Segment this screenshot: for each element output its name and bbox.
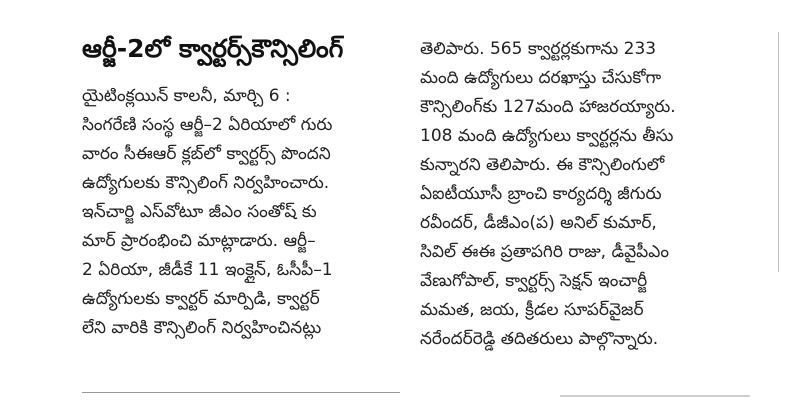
article-headline: ఆర్జీ-2లో క్వార్టర్స్‌కౌన్సిలింగ్ — [82, 34, 344, 63]
article-line: మమత, జయ, క్రీడల సూపర్‌వైజర్ — [420, 300, 644, 320]
bottom-divider — [560, 395, 750, 397]
article-line: లేని వారికి కౌన్సిలింగ్ నిర్వహించినట్లు — [82, 318, 322, 338]
article-line: మార్ ప్రారంభించి మాట్లాడారు. ఆర్జీ– — [82, 231, 316, 251]
article-right-column — [420, 35, 728, 354]
article-line: యైటింక్లయిన్ కాలనీ, మార్చి 6 : — [82, 86, 291, 106]
article-line: ఉద్యోగులకు క్వార్టర్ మార్పిడి, క్వార్టర్ — [82, 289, 320, 309]
article-line: ఇన్‌చార్జి ఎస్‌వోటూ జీఎం సంతోష్ కు — [82, 202, 317, 222]
article-line: సింగరేణి సంస్థ ఆర్జీ–2 ఏరియాలో గురు — [82, 115, 333, 135]
article-line: ఉద్యోగులకు కౌన్సిలింగ్ నిర్వహించారు. — [82, 173, 330, 193]
bottom-divider — [82, 392, 400, 393]
article-line: 108 మంది ఉద్యోగులు క్వార్టర్లను తీసు — [420, 126, 674, 146]
article-line: మంది ఉద్యోగులు దరఖాస్తు చేసుకోగా — [420, 68, 662, 88]
article-line: 2 ఏరియా, జీడీకే 11 ఇంక్లైన్, ఓసీపీ–1 — [82, 260, 333, 280]
article-line: నరేందర్‌రెడ్డి తదితరులు పాల్గొన్నారు. — [420, 329, 659, 349]
article-line: వేణుగోపాల్, క్వార్టర్స్ సెక్షన్ ఇంచార్జీ — [420, 271, 648, 291]
article-line: కున్నారని తెలిపారు. ఈ కౌన్సిలింగులో — [420, 155, 665, 175]
article-left-column — [82, 82, 402, 343]
article-line: ఏఐటీయూసీ బ్రాంచి కార్యదర్శి జీగురు — [420, 184, 662, 204]
article-line: రవీందర్, డీజీఎం(ప) అనిల్ కుమార్, — [420, 213, 657, 233]
article-line: సివిల్ ఈఈ ప్రతాపగిరి రాజు, డీవైపీఎం — [420, 242, 669, 262]
article-line: తెలిపారు. 565 క్వార్టర్లకుగాను 233 — [420, 39, 657, 59]
article-line: కౌన్సిలింగ్‌కు 127మంది హాజరయ్యారు. — [420, 97, 676, 117]
column-divider — [778, 32, 779, 272]
article-line: వారం సీఈఆర్ క్లబ్‌లో క్వార్టర్స్ పొందని — [82, 144, 331, 164]
